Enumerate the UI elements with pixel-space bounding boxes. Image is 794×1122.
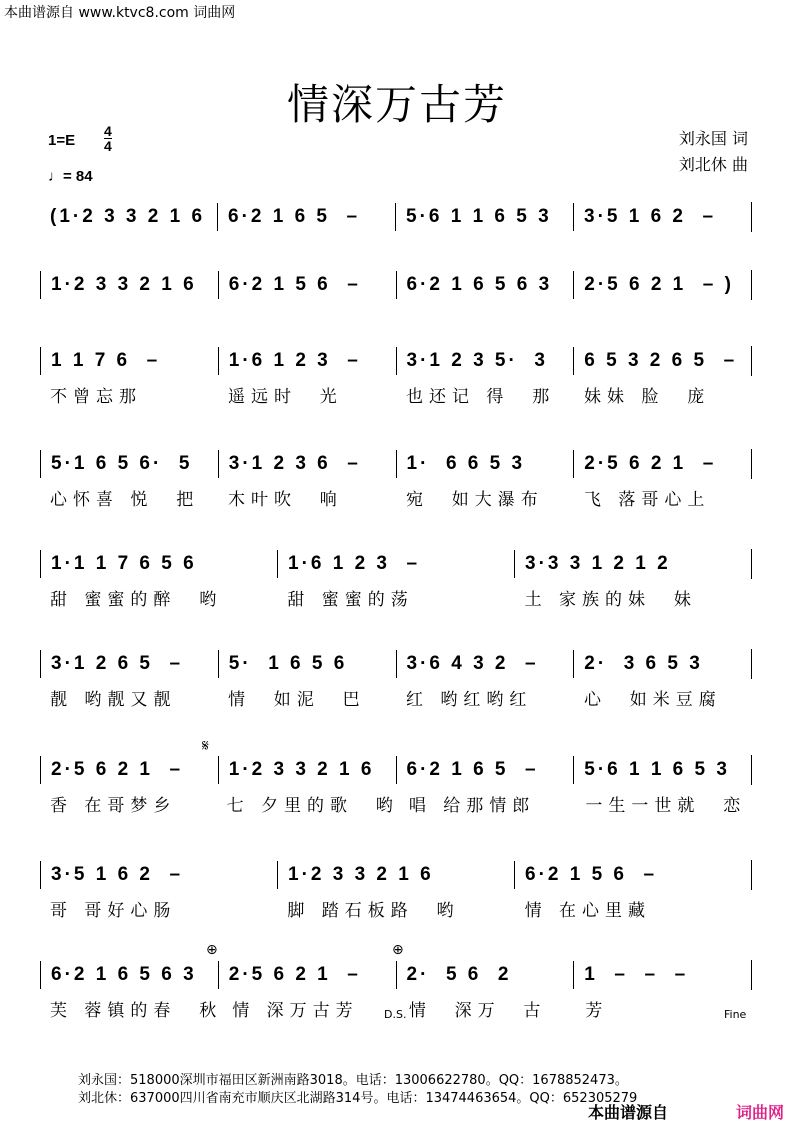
measure: 2· 3 6 5 3 <box>573 650 751 678</box>
lyric: 芳 <box>585 1001 609 1021</box>
measure: 2·5 6 2 1 – <box>573 450 751 478</box>
measure: 6·2 1 5 6 – <box>218 271 396 299</box>
measure: 1·1 1 7 6 5 6 <box>40 550 277 578</box>
lyric: 心怀喜 悦 把 <box>50 490 200 510</box>
measure: 1 – – – <box>573 961 751 989</box>
lyric: 甜 蜜蜜的荡 <box>287 590 414 610</box>
lyric: 靓 哟靓又靓 <box>50 690 177 710</box>
composer: 刘北休 曲 <box>678 155 748 174</box>
measure: 3·1 2 3 6 – <box>218 450 396 478</box>
measure: 2· 5 6 2 <box>396 961 574 989</box>
footer-contacts <box>78 1072 637 1108</box>
footer-line: 刘北休：637000四川省南充市顺庆区北湖路314号。电话：13474463654。QQ：652305279 <box>78 1091 638 1106</box>
segno-icon: 𝄋 <box>202 736 209 755</box>
page-title: 情深万古芳 <box>286 80 507 129</box>
lyric: 唱 给那情郎 <box>408 796 536 816</box>
measure: 6·2 1 6 5 6 3 <box>40 961 218 989</box>
lyrics-line <box>40 382 752 407</box>
measure: 3·6 4 3 2 – <box>396 650 574 678</box>
score-row <box>40 649 752 710</box>
credits <box>679 126 748 178</box>
lyric: 情 在心里藏 <box>524 901 652 921</box>
notes-line <box>40 270 752 300</box>
measure: 1·6 1 2 3 – <box>277 550 514 578</box>
measure: 2·5 6 2 1 – <box>218 961 396 989</box>
notes-line <box>40 755 752 785</box>
measure: 1·2 3 3 2 1 6 <box>218 756 396 784</box>
lyrics-line <box>40 585 752 610</box>
lyrics-line <box>40 791 752 816</box>
measure: 6·2 1 6 5 6 3 <box>396 271 574 299</box>
notes-line <box>40 960 752 990</box>
watermark-right: 词曲网 <box>736 1103 785 1122</box>
score-row <box>40 346 752 407</box>
measure: 5·6 1 1 6 5 3 <box>395 203 573 231</box>
notes-line <box>40 346 752 376</box>
notes-line <box>40 449 752 479</box>
lyric: 芙 蓉镇的春 秋 <box>50 1001 223 1021</box>
score-row <box>40 202 752 232</box>
lyric: 哥 哥好心肠 <box>50 901 177 921</box>
notes-line <box>40 860 752 890</box>
score-row <box>40 270 752 300</box>
watermark-left: 本曲谱源自 <box>588 1103 669 1122</box>
time-signature <box>104 124 112 153</box>
measure: 1·2 3 3 2 1 6 <box>277 861 514 889</box>
score-row <box>40 860 752 921</box>
measure: 1 1 7 6 – <box>40 347 218 375</box>
notes-line <box>40 549 752 579</box>
measure: 1· 6 6 5 3 <box>396 450 574 478</box>
measure: 3·5 1 6 2 – <box>573 203 751 231</box>
measure: 6·2 1 6 5 – <box>396 756 574 784</box>
measure: 3·1 2 3 5· 3 <box>396 347 574 375</box>
lyric: 宛 如大瀑布 <box>406 490 544 510</box>
notes-line <box>40 202 752 232</box>
footer-line: 刘永国：518000深圳市福田区新洲南路3018。电话：13006622780。QQ：1678852473。 <box>78 1073 628 1088</box>
lyric: 飞 落哥心上 <box>584 490 711 510</box>
lyricist: 刘永国 词 <box>678 129 748 148</box>
lyric: 也还记 得 那 <box>406 387 556 407</box>
notes-line <box>40 649 752 679</box>
measure: 6·2 1 5 6 – <box>514 861 751 889</box>
lyric: 情 如泥 巴 <box>228 690 366 710</box>
lyrics-line <box>40 685 752 710</box>
measure: (1·2 3 3 2 1 6 <box>50 206 206 227</box>
tempo: ♩= 84 <box>48 168 93 185</box>
measure: 5·1 6 5 6· 5 <box>40 450 218 478</box>
coda-icon: ⊕ <box>392 942 404 958</box>
time-top: 4 <box>104 123 112 139</box>
ds-mark: D.S. <box>384 1008 407 1021</box>
score-row <box>40 755 752 816</box>
lyric: 遥远时 光 <box>228 387 343 407</box>
measure: 1·6 1 2 3 – <box>218 347 396 375</box>
lyric: 情 深万古芳 <box>232 1001 359 1021</box>
lyric: 一生一世就 恋 <box>585 796 747 816</box>
score-row <box>40 449 752 510</box>
lyric: 香 在哥梦乡 <box>50 796 177 816</box>
measure: 2·5 6 2 1 – <box>40 756 218 784</box>
lyric: 木叶吹 响 <box>228 490 343 510</box>
lyric: 红 哟红哟红 <box>406 690 533 710</box>
lyric: 妹妹 脸 庞 <box>584 387 711 407</box>
measure: 1·2 3 3 2 1 6 <box>40 271 218 299</box>
measure: 3·3 3 1 2 1 2 <box>514 550 751 578</box>
lyric: 不曾忘那 <box>50 387 142 407</box>
time-bottom: 4 <box>104 138 112 154</box>
lyrics-line <box>40 485 752 510</box>
coda-icon: ⊕ <box>206 942 218 958</box>
measure: 3·5 1 6 2 – <box>40 861 277 889</box>
fine-mark: Fine <box>724 1008 747 1021</box>
lyric: 心 如米豆腐 <box>584 690 722 710</box>
measure: 6 5 3 2 6 5 – <box>573 347 751 375</box>
source-note: 本曲谱源自 www.ktvc8.com 词曲网 <box>4 5 236 21</box>
measure: 2·5 6 2 1 – ) <box>573 271 751 299</box>
measure: 6·2 1 6 5 – <box>217 203 395 231</box>
lyric: 甜 蜜蜜的醉 哟 <box>50 590 223 610</box>
measure: 5· 1 6 5 6 <box>218 650 396 678</box>
key-signature: 1=E <box>48 132 76 149</box>
score-row <box>40 549 752 610</box>
measure: 3·1 2 6 5 – <box>40 650 218 678</box>
lyric: 土 家族的妹 妹 <box>524 590 697 610</box>
lyric: 脚 踏石板路 哟 <box>287 901 460 921</box>
measure: 5·6 1 1 6 5 3 <box>573 756 751 784</box>
lyric: 情 深万 古 <box>408 1001 547 1021</box>
lyric: 七 夕里的歌 哟 <box>226 796 399 816</box>
lyrics-line <box>40 896 752 921</box>
